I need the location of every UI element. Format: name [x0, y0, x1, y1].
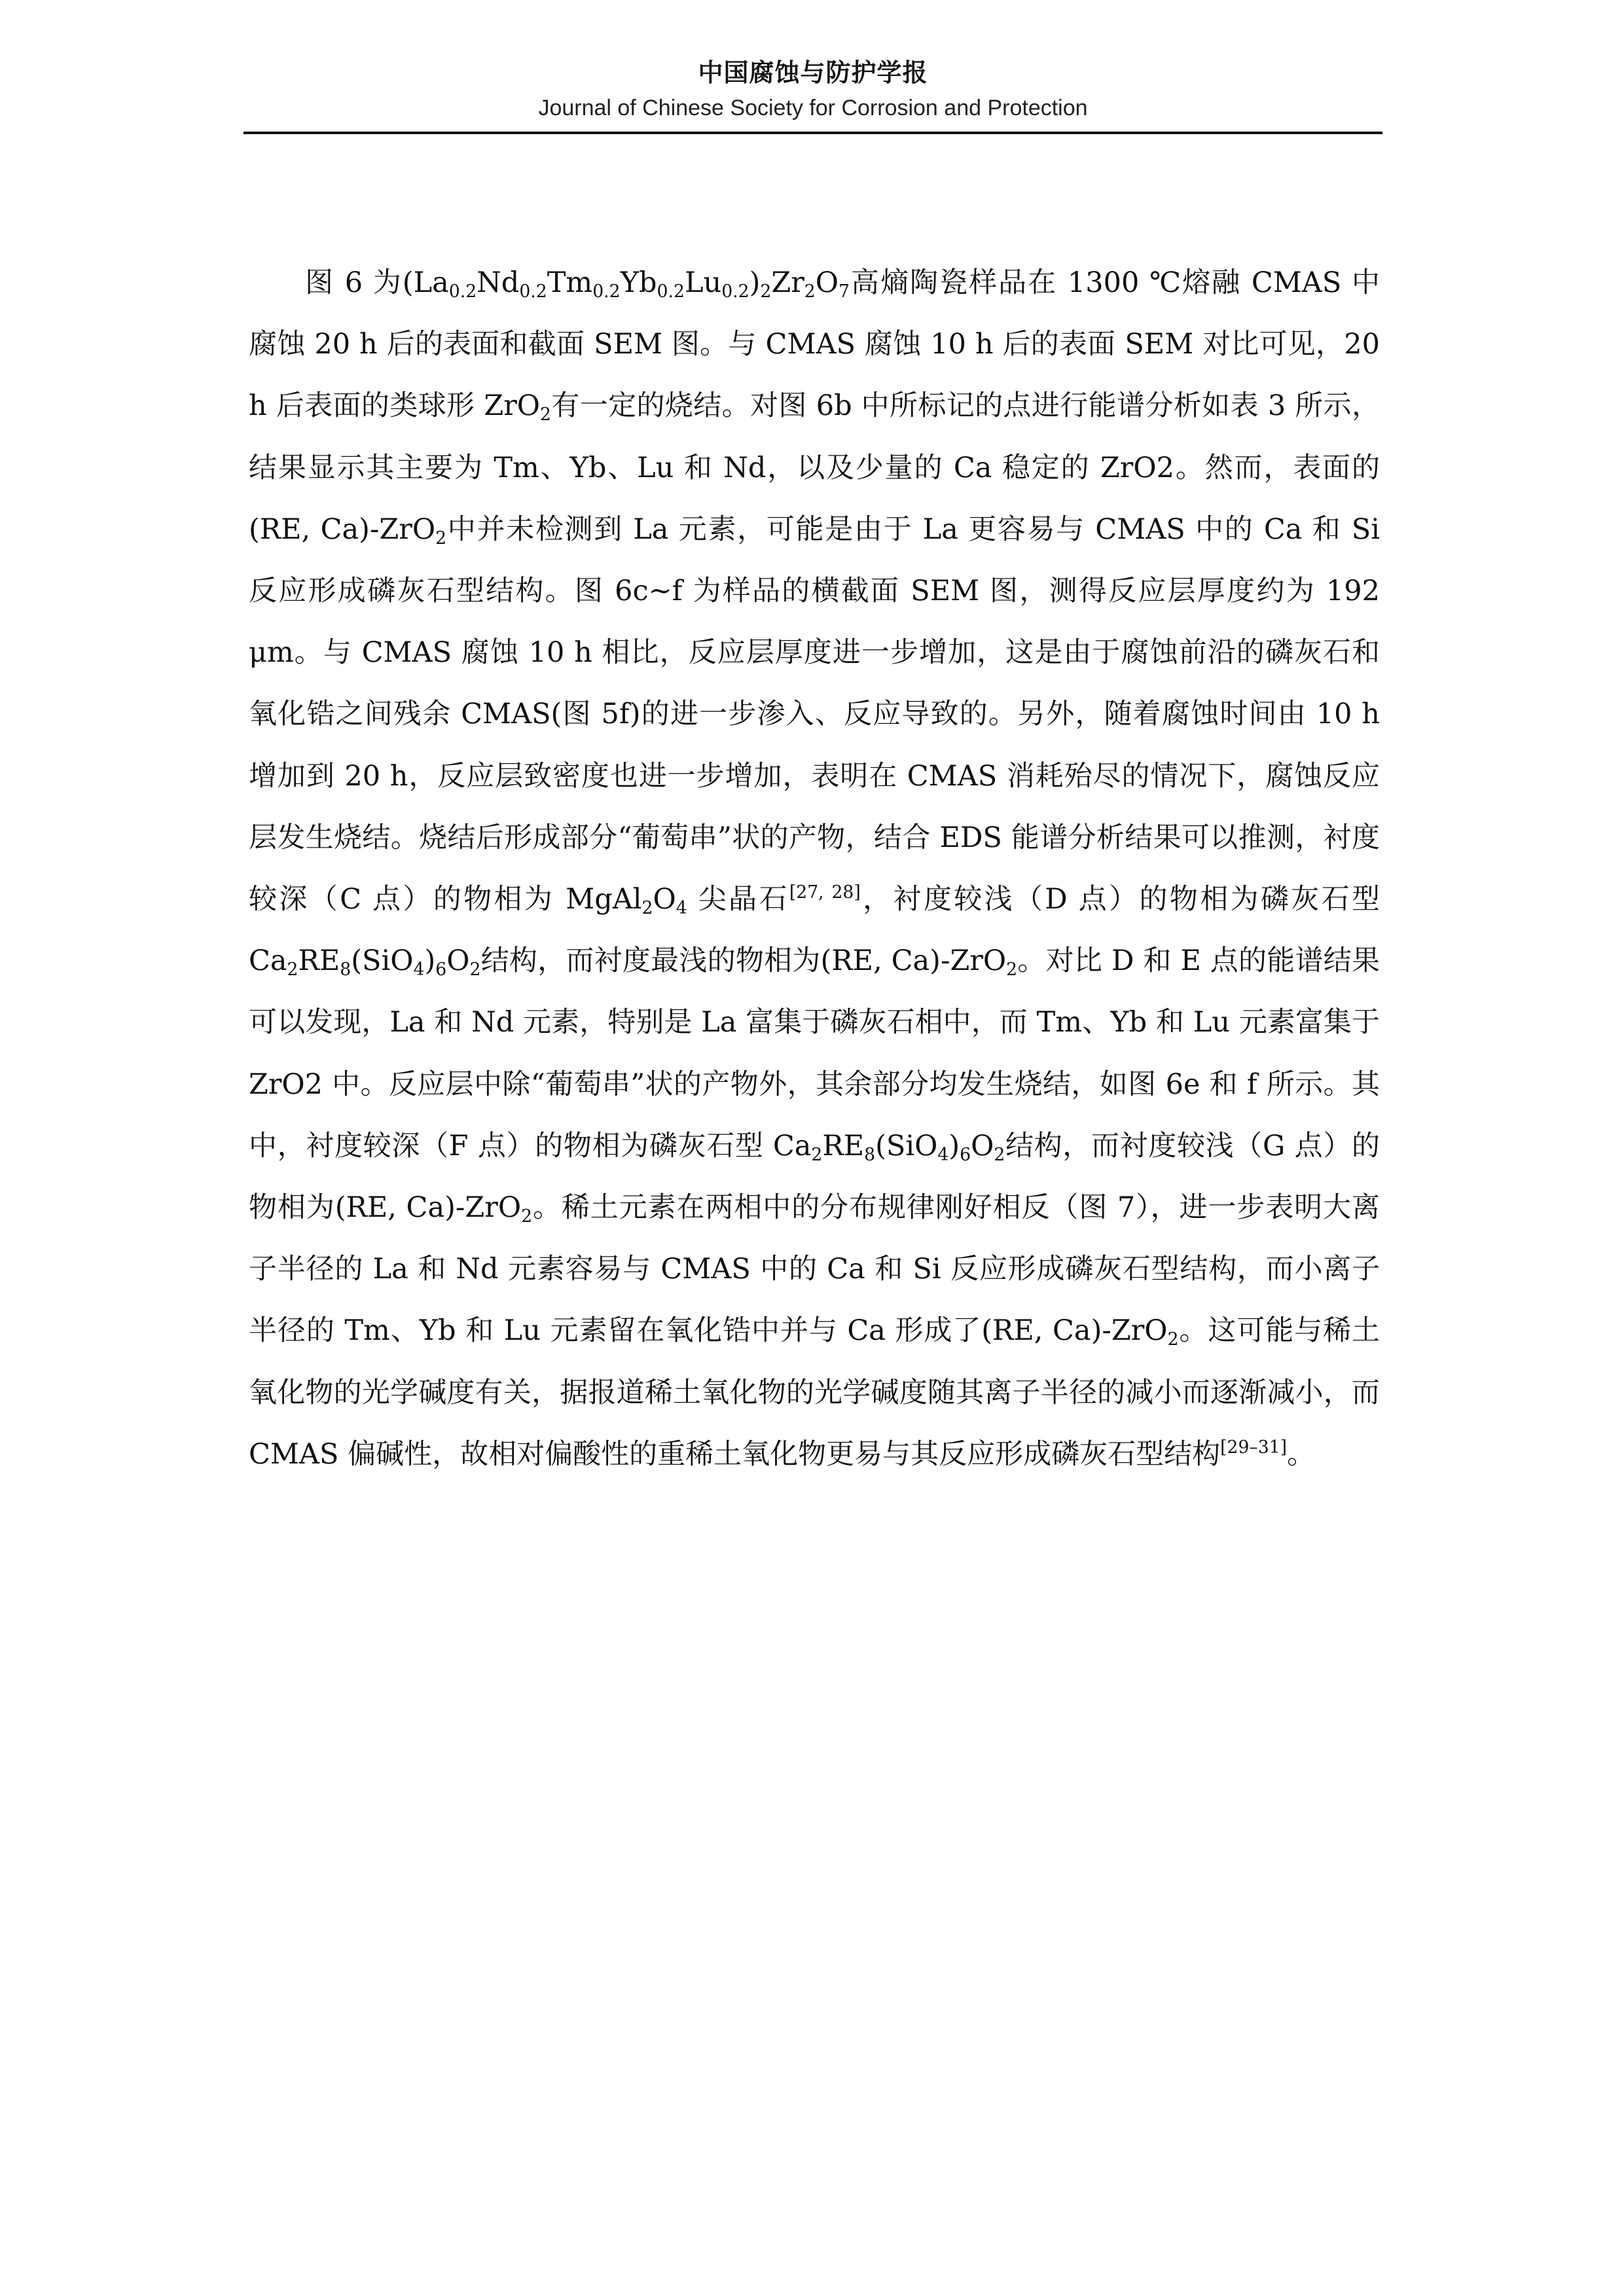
- body-paragraph: 图 6 为$(La_{0.2}Nd_{0.2}Tm_{0.2}Yb_{0.2}Lu_{0.2})_2Zr_2O_7$高熵陶瓷样品在 1300 ℃熔融 CMAS 中腐蚀 20 h 后的表面和截面 SEM 图。与 CMAS 腐蚀 10 h 后的表面 SEM 对比可见，20 h 后表面的类球形 ZrO$_2$有一定的烧结。对图 6b 中所标记的点进行能谱分析如表 3 所示，结果显示其主要为 Tm、Yb、Lu 和 Nd，以及少量的 Ca 稳定的 ZrO2。然而，表面的(RE, Ca)-ZrO$_2$中并未检测到 La 元素，可能是由于 La 更容易与 CMAS 中的 Ca 和 Si 反应形成磷灰石型结构。图 6c~f 为样品的横截面 SEM 图，测得反应层厚度约为 192 μm。与 CMAS 腐蚀 10 h 相比，反应层厚度进一步增加，这是由于腐蚀前沿的磷灰石和氧化锆之间残余 CMAS(图 5f)的进一步渗入、反应导致的。另外，随着腐蚀时间由 10 h 增加到 20 h，反应层致密度也进一步增加，表明在 CMAS 消耗殆尽的情况下，腐蚀反应层发生烧结。烧结后形成部分“葡萄串”状的产物，结合 EDS 能谱分析结果可以推测，衬度较深（C 点）的物相为 $MgAl_2O_4$ 尖晶石[27, 28]，衬度较浅（D 点）的物相为磷灰石型 $Ca_2RE_8(SiO_4)_6O_2$结构，而衬度最浅的物相为(RE, Ca)-ZrO$_2$。对比 D 和 E 点的能谱结果可以发现，La 和 Nd 元素，特别是 La 富集于磷灰石相中，而 Tm、Yb 和 Lu 元素富集于 ZrO2 中。反应层中除“葡萄串”状的产物外，其余部分均发生烧结，如图 6e 和 f 所示。其中，衬度较深（F 点）的物相为磷灰石型 $Ca_2RE_8(SiO_4)_6O_2$结构，而衬度较浅（G 点）的物相为(RE, Ca)-ZrO$_2$。稀土元素在两相中的分布规律刚好相反（图 7），进一步表明大离子半径的 La 和 Nd 元素容易与 CMAS 中的 Ca 和 Si 反应形成磷灰石型结构，而小离子半径的 Tm、Yb 和 Lu 元素留在氧化锆中并与 Ca 形成了(RE, Ca)-ZrO$_2$。这可能与稀土氧化物的光学碱度有关，据报道稀土氧化物的光学碱度随其离子半径的减小而逐渐减小，而 CMAS 偏碱性，故相对偏酸性的重稀土氧化物更易与其反应形成磷灰石型结构[29–31]。: [249, 266, 1380, 1471]
- journal-title-cn: 中国腐蚀与防护学报: [698, 58, 928, 87]
- header-rule: [244, 132, 1382, 134]
- citation-27-28: [27, 28]: [789, 882, 861, 903]
- page-header: [244, 56, 1382, 123]
- journal-title-en: Journal of Chinese Society for Corrosion and Protection: [538, 96, 1088, 120]
- citation-29-31: [29–31]: [1220, 1437, 1288, 1458]
